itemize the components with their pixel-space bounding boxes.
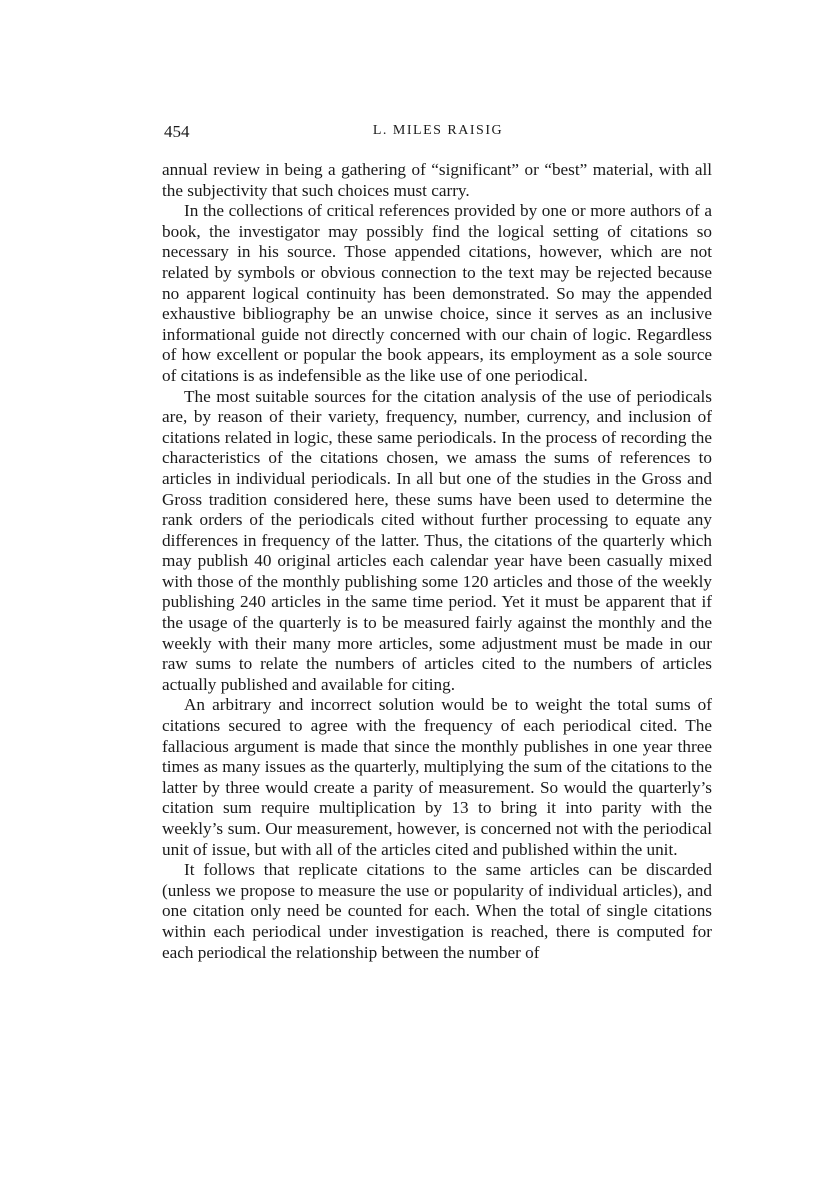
body-text <box>162 160 712 963</box>
paragraph: The most suitable sources for the citation analysis of the use of periodicals are, by reason of their variety, frequency, number, currency, and inclusion of citations related in logic, these same periodicals. In the process of recording the characteristics of the citations chosen, we amass the sums of references to articles in individual periodicals. In all but one of the studies in the Gross and Gross tradition considered here, these sums have been used to determine the rank orders of the periodicals cited without further processing to equate any differences in frequency of the latter. Thus, the citations of the quarterly which may publish 40 original articles each calendar year have been casually mixed with those of the monthly publishing some 120 articles and those of the weekly publishing 240 articles in the same time period. Yet it must be apparent that if the usage of the quarterly is to be measured fairly against the monthly and the weekly with their many more articles, some adjustment must be made in our raw sums to relate the numbers of articles cited to the numbers of articles actually published and available for citing. <box>162 386 712 694</box>
paragraph: annual review in being a gathering of “significant” or “best” material, with all the subjectivity that such choices must carry. <box>162 160 712 200</box>
paragraph: In the collections of critical references provided by one or more authors of a book, the investigator may possibly find the logical setting of citations so necessary in his source. Those appended citations, however, which are not related by symbols or obvious connection to the text may be rejected because no apparent logical continuity has been demonstrated. So may the appended exhaustive bibliography be an unwise choice, since it serves as an inclusive informational guide not directly concerned with our chain of logic. Regardless of how excellent or popular the book appears, its employment as a sole source of citations is as indefensible as the like use of one periodical. <box>162 201 712 385</box>
page-number: 454 <box>164 122 190 141</box>
running-head: L. MILES RAISIG <box>372 123 504 138</box>
paragraph: It follows that replicate citations to the same articles can be discarded (unless we propose to measure the use or popularity of individual articles), and one citation only need be counted for each. When the total of single citations within each periodical under investigation is reached, there is computed for each periodical the relationship between the number of <box>162 860 712 962</box>
page-header <box>164 122 712 146</box>
paragraph: An arbitrary and incorrect solution would be to weight the total sums of citations secured to agree with the frequency of each periodical cited. The fallacious argument is made that since the monthly publishes in one year three times as many issues as the quarterly, multiplying the sum of the citations to the latter by three would create a parity of measurement. So would the quarterly’s citation sum require multiplication by 13 to bring it into parity with the weekly’s sum. Our measurement, however, is concerned not with the periodical unit of issue, but with all of the articles cited and published within the unit. <box>162 695 712 859</box>
